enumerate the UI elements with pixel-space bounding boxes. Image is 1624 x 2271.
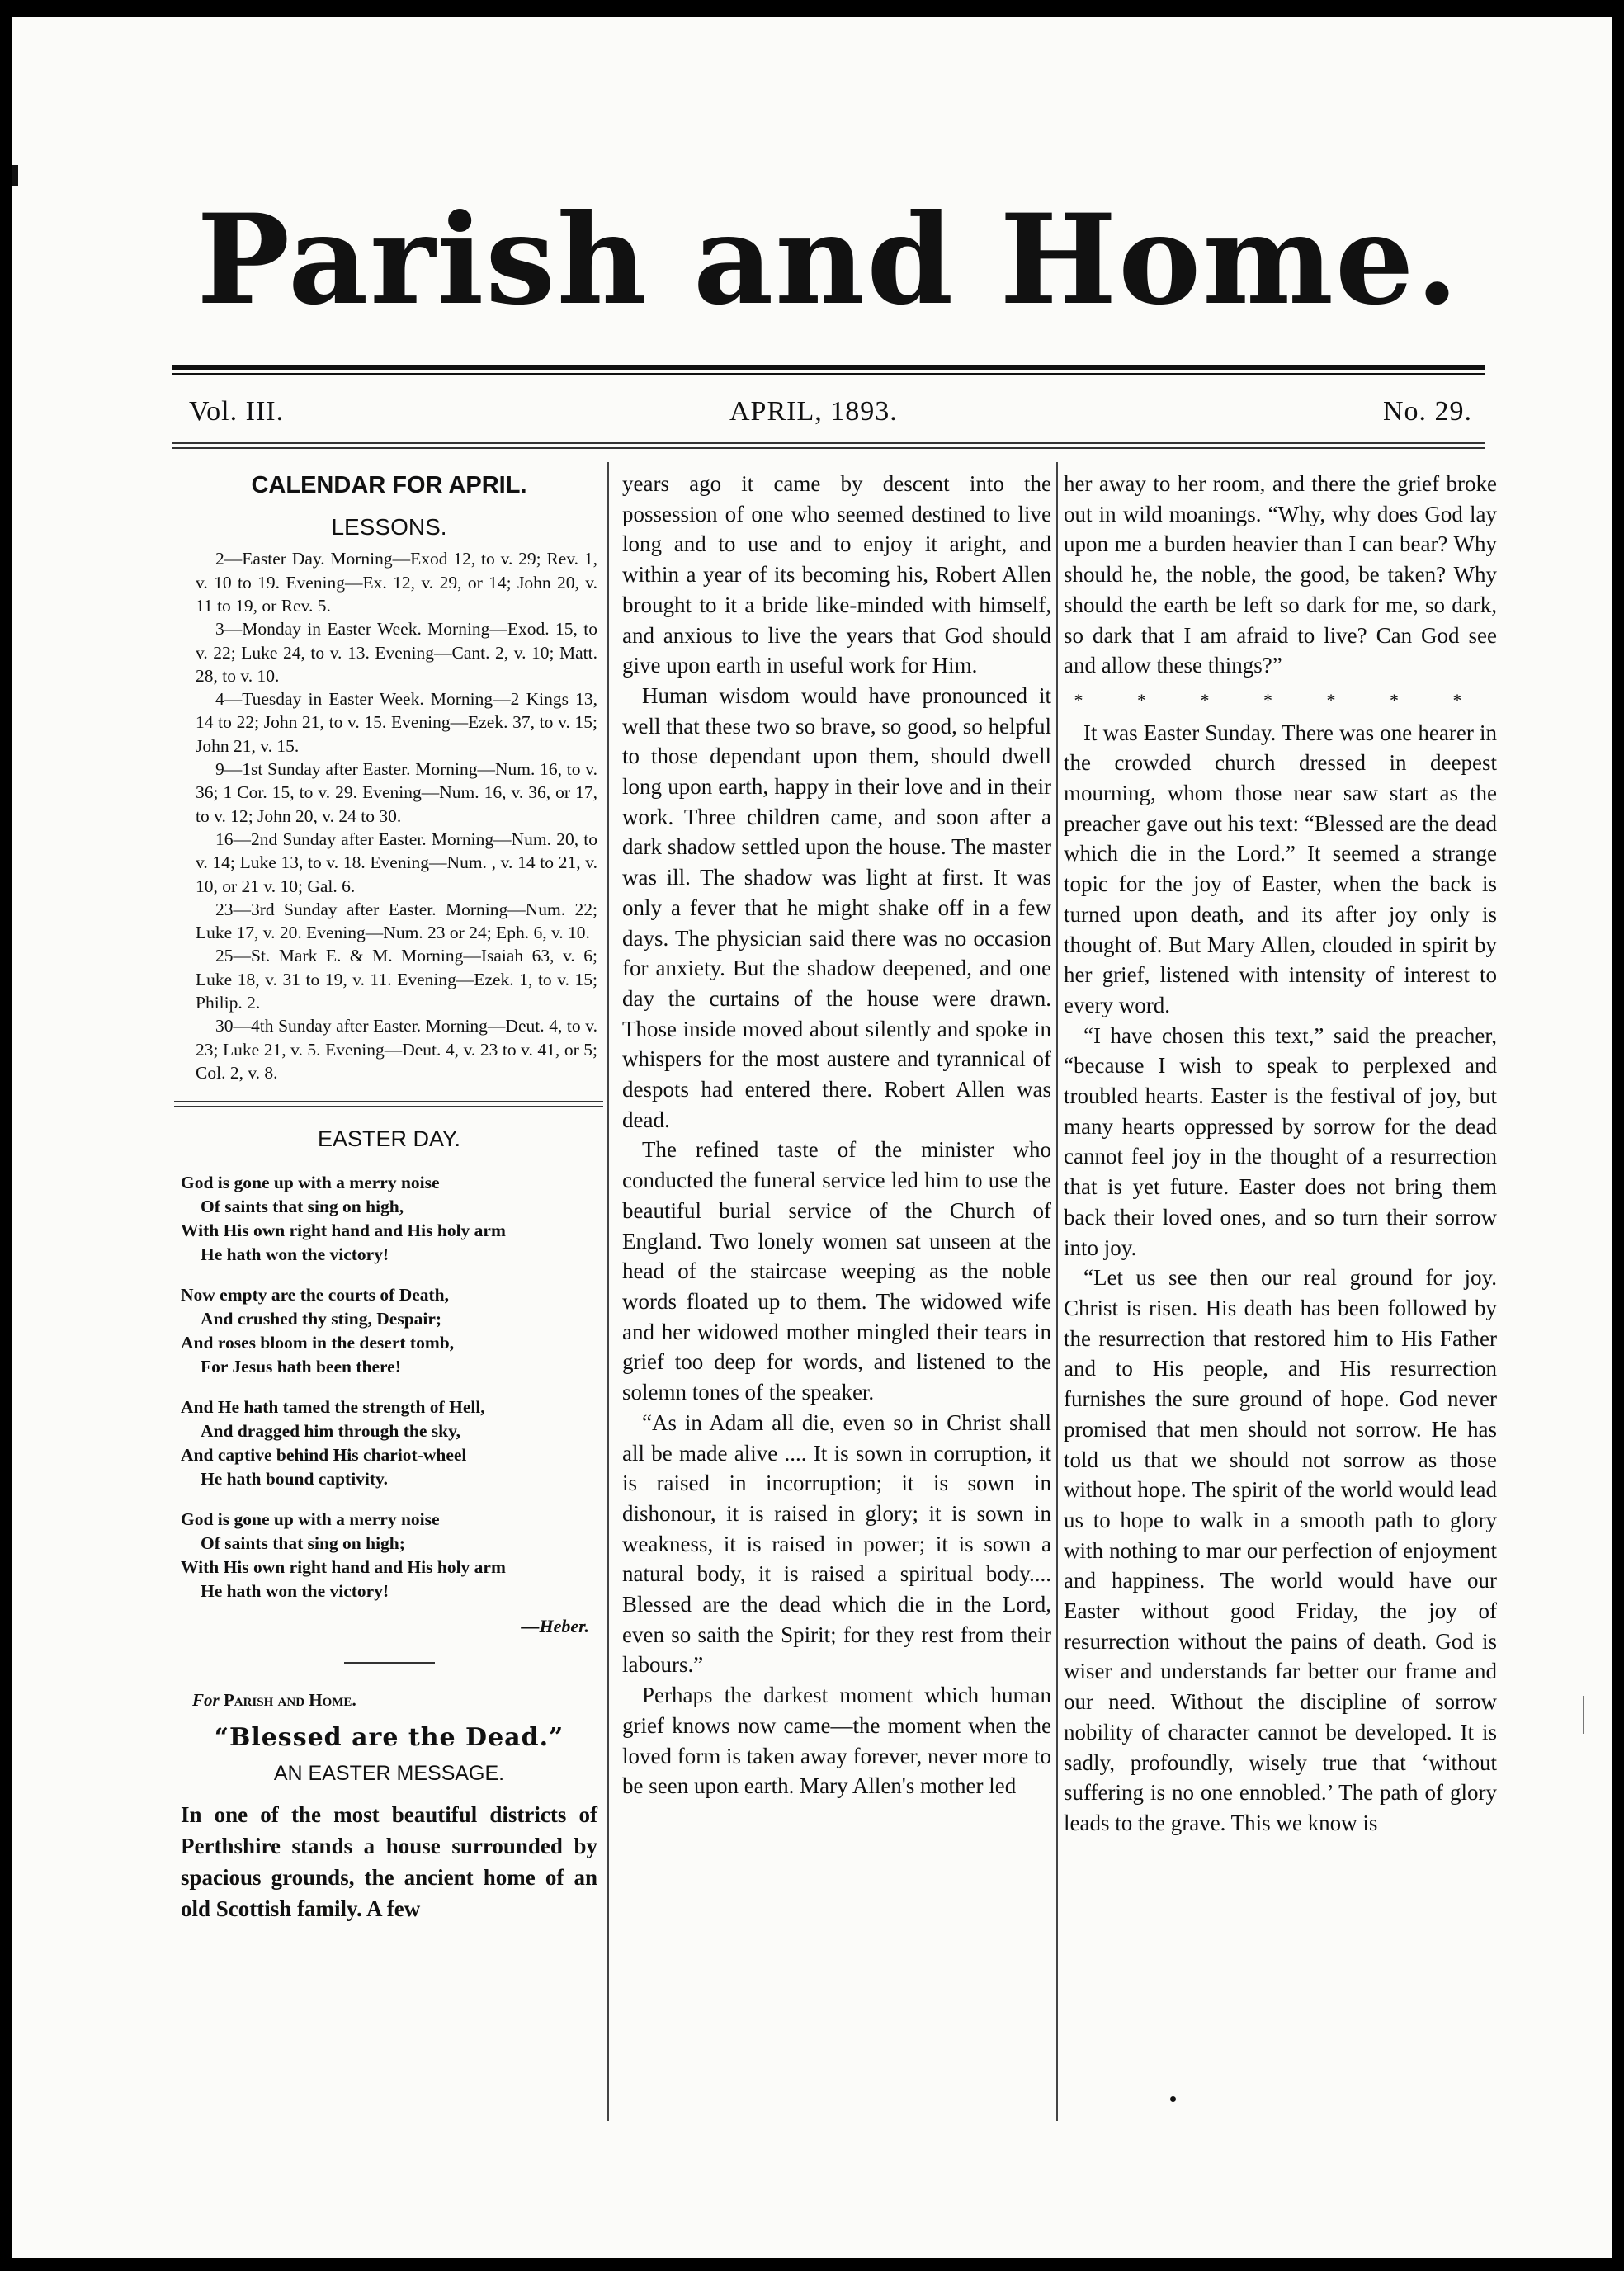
article-paragraph: “Let us see then our real ground for joy. Christ is risen. His death has been followed by the resurrection that restored him to His Father and to His people, and His resurrection furnishes the sure ground of hope. God never promised that men should not sorrow. He has told us that we should not sorrow as those without hope. The spirit of the world would lead us to hope to walk in a smooth path to glory with nothing to mar our perfection of enjoyment and happiness. The world would have our Easter without good Friday, the joy of resurrection without the pains of death. God is wiser and understands far better our frame and our need. Without the discipline of sorrow nobility of character cannot be developed. It is sadly, profoundly, wisely true that ‘without suffering is no one ennobled.’ The path of glory leads to the grave. This we know is [1064, 1265, 1497, 1835]
poem-line: With His own right hand and His holy arm [181, 1220, 506, 1240]
poem-line: He hath won the victory! [201, 1244, 389, 1264]
poem-line: God is gone up with a merry noise [181, 1172, 440, 1192]
article-paragraph: Perhaps the darkest moment which human grief knows now came—the moment when the loved form is taken away forever, never more to be seen upon earth. Mary Allen's mother led [622, 1683, 1051, 1799]
issue-number: No. 29. [1382, 396, 1472, 427]
calendar-entry: 16—2nd Sunday after Easter. Morning—Num. 20, to v. 14; Luke 13, to v. 18. Evening—Num. , v. 14 to 21, v. 10, or 21 v. 10; Gal. 6. [196, 829, 597, 896]
article-paragraph: Human wisdom would have pronounced it well that these two so brave, so good, so helpful to those dependant upon them, should dwell long upon earth, happy in their love and in their work. Three children came, and soon after a dark shadow settled upon the house. The master was ill. The shadow was light at first. It was only a fever that he might shake off in a few days. The physician said there was no occasion for anxiety. But the shadow deepened, and one day the curtains of the house were drawn. Those inside moved about silently and spoke in whispers for the most austere and tyrannical of despots had entered there. Robert Allen was dead. [622, 682, 1051, 1132]
article-paragraph: It was Easter Sunday. There was one hearer in the crowded church dressed in deepest mourning, whom those near saw start as the preacher gave out his text: “Blessed are the dead which die in the Lord.” It seemed a strange topic for the joy of Easter, when the back is turned upon death, and its after joy only is thought of. But Mary Allen, clouded in spirit by her grief, listened with intensity of interest to every word. [1064, 720, 1497, 1017]
header-double-rule [172, 442, 1485, 449]
calendar-entry: 9—1st Sunday after Easter. Morning—Num. 16, to v. 36; 1 Cor. 15, to v. 29. Evening—Num. 16, v. 36, or 17, to v. 12; John 20, v. 24 to 30. [196, 759, 597, 826]
poem-author: —Heber. [521, 1615, 589, 1636]
short-rule [344, 1662, 435, 1664]
poem-stanza [181, 1283, 597, 1379]
poem-line: And roses bloom in the desert tomb, [181, 1332, 455, 1353]
poem-stanza [181, 1395, 597, 1491]
volume-label: Vol. III. [189, 396, 285, 427]
newspaper-page [12, 17, 1612, 2258]
poem-line: For Jesus hath been there! [201, 1356, 401, 1376]
calendar-subtitle: LESSONS. [331, 513, 447, 540]
attribution-line [192, 1685, 597, 1716]
article-paragraph: her away to her room, and there the grief broke out in wild moanings. “Why, why does God lay upon me a burden heavier than I can bear? Why should he, the noble, the good, be taken? Why should the earth be left so dark for me, so dark, so dark that I am afraid to live? Can God see and allow these things?” [1064, 471, 1497, 678]
poem-line: And dragged him through the sky, [201, 1420, 461, 1441]
poem-line: Now empty are the courts of Death, [181, 1284, 450, 1305]
article-paragraph: years ago it came by descent into the possession of one who seemed destined to live long and to use and to enjoy it aright, and within a year of its becoming his, Robert Allen brought to it a bride like-minded with himself, and anxious to live the years that God should give upon earth in useful work for Him. [622, 471, 1051, 678]
calendar-entry: 30—4th Sunday after Easter. Morning—Deut. 4, to v. 23; Luke 21, v. 5. Evening—Deut. 4, v. 23 to v. 41, or 5; Col. 2, v. 8. [196, 1016, 597, 1083]
article-paragraph: “I have chosen this text,” said the preacher, “because I wish to speak to perplexed and troubled hearts. Easter is the festival of joy, but many hearts oppressed by sorrow for the dead cannot feel joy in the thought of a resurrection that is yet future. Easter does not bring them back their loved ones, and so turn their sorrow into joy. [1064, 1022, 1497, 1260]
column-divider [1056, 462, 1058, 2121]
poem-line: And captive behind His chariot-wheel [181, 1444, 467, 1465]
issue-line [189, 396, 1472, 437]
poem-line: And crushed thy sting, Despair; [201, 1308, 442, 1329]
poem-line: He hath bound captivity. [201, 1468, 388, 1489]
article-paragraph: “As in Adam all die, even so in Christ shall all be made alive .... It is sown in corruption, it is raised in incorruption; it is sown in dishonour, it is raised in glory; it is sown in weakness, it is raised in power; it is sown a natural body, it is raised a spiritual body.... Blessed are the dead which die in the Lord, even so saith the Spirit; for they rest from their labours.” [622, 1409, 1051, 1678]
calendar-entry: 4—Tuesday in Easter Week. Morning—2 Kings 13, 14 to 22; John 21, to v. 15. Evening—Ezek. 37, to v. 15; John 21, v. 15. [196, 689, 597, 756]
column-divider [607, 462, 609, 2121]
article-paragraph: In one of the most beautiful districts of Perthshire stands a house surrounded by spacious grounds, the ancient home of an old Scottish family. A few [181, 1801, 597, 1921]
poem-line: With His own right hand and His holy arm [181, 1556, 506, 1577]
issue-date: APRIL, 1893. [729, 396, 898, 427]
page-dot [1170, 2096, 1176, 2102]
poem-line: Of saints that sing on high; [201, 1532, 405, 1553]
calendar-entry: 3—Monday in Easter Week. Morning—Exod. 15, to v. 22; Luke 24, to v. 13. Evening—Cant. 2, v. 10; Matt. 28, to v. 10. [196, 619, 597, 686]
margin-mark [1583, 1696, 1584, 1734]
section-break-stars: * * * * * * * [1074, 689, 1487, 711]
poem-stanza [181, 1171, 597, 1267]
column-2 [622, 469, 1051, 1801]
masthead-title: Parish and Home. [196, 187, 1461, 333]
masthead-rule-thin [172, 373, 1485, 375]
column-1 [181, 470, 597, 1924]
poem-title: EASTER DAY. [317, 1126, 461, 1152]
article-paragraph: The refined taste of the minister who conducted the funeral service led him to use the beautiful burial service of the Church of England. Two lonely women sat unseen at the head of the staircase weeping as the noble words floated up to them. The widowed wife and her widowed mother mingled their tears in grief too deep for words, and listened to the solemn tones of the speaker. [622, 1137, 1051, 1405]
column-3 [1064, 469, 1497, 1839]
poem-stanza [181, 1508, 597, 1603]
calendar-entry: 23—3rd Sunday after Easter. Morning—Num. 22; Luke 17, v. 20. Evening—Num. 23 or 24; Eph. 6, v. 10. [196, 899, 597, 943]
poem-line: And He hath tamed the strength of Hell, [181, 1396, 485, 1417]
article-heading: “Blessed are the Dead.” [214, 1723, 564, 1753]
calendar-title: CALENDAR FOR APRIL. [251, 472, 527, 498]
poem-line: He hath won the victory! [201, 1580, 389, 1601]
calendar-list [181, 547, 597, 1084]
section-divider [174, 1101, 603, 1107]
poem-line: Of saints that sing on high, [201, 1196, 404, 1216]
masthead-rule [172, 365, 1485, 370]
margin-mark [12, 165, 18, 186]
attribution-publication: Parish and Home. [223, 1689, 356, 1710]
calendar-entry: 25—St. Mark E. & M. Morning—Isaiah 63, v. 6; Luke 18, v. 31 to 19, v. 11. Evening—Ezek. 1, to v. 15; Philip. 2. [196, 946, 597, 1013]
calendar-entry: 2—Easter Day. Morning—Exod 12, to v. 29; Rev. 1, v. 10 to 19. Evening—Ex. 12, v. 29, or 14; John 20, v. 11 to 19, or Rev. 5. [196, 549, 597, 616]
article-subheading: AN EASTER MESSAGE. [273, 1762, 505, 1786]
poem-line: God is gone up with a merry noise [181, 1508, 440, 1529]
attribution-prefix: For [192, 1689, 220, 1710]
